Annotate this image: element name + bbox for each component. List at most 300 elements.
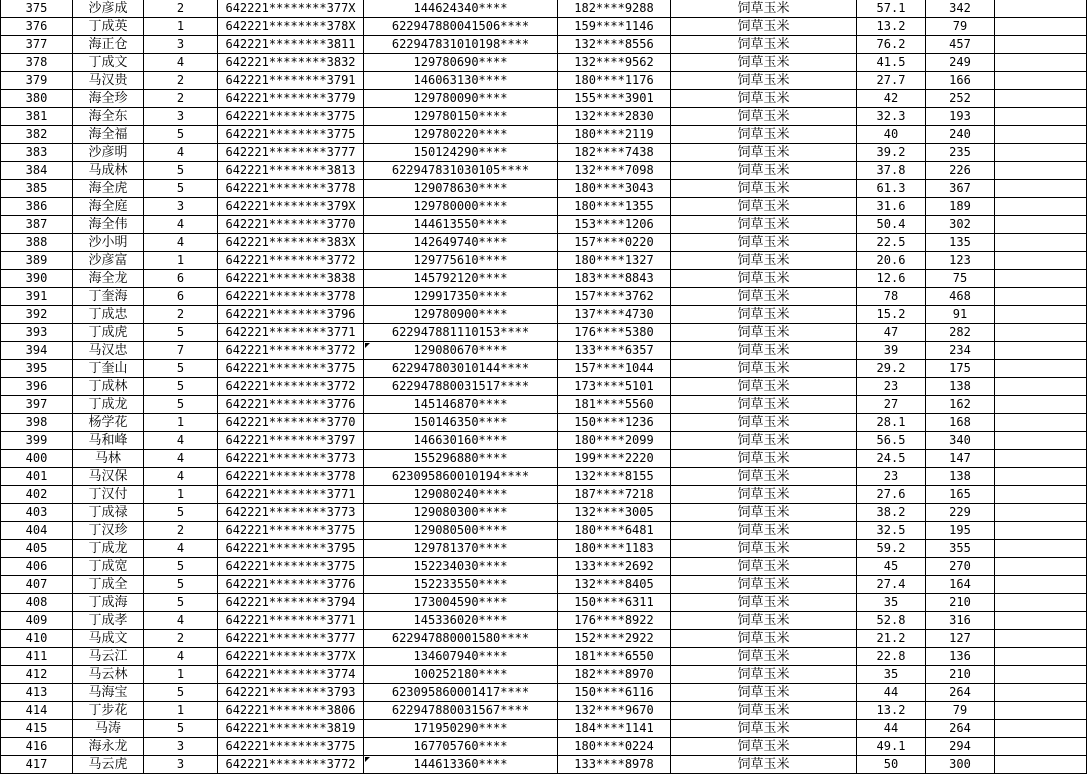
- amount-cell[interactable]: 210: [926, 666, 995, 684]
- household-size-cell[interactable]: 7: [144, 342, 218, 360]
- bank-account-cell[interactable]: [364, 756, 558, 774]
- id-number-cell[interactable]: 642221********3775: [218, 738, 364, 756]
- bank-account-cell[interactable]: 129080500****: [364, 522, 558, 540]
- id-number-cell[interactable]: 642221********3793: [218, 684, 364, 702]
- amount-cell[interactable]: 189: [926, 198, 995, 216]
- name-cell[interactable]: 海全庭: [73, 198, 144, 216]
- phone-cell[interactable]: 157****3762: [558, 288, 671, 306]
- row-number-cell[interactable]: 386: [1, 198, 73, 216]
- amount-cell[interactable]: 195: [926, 522, 995, 540]
- crop-cell[interactable]: 饲草玉米: [671, 522, 857, 540]
- bank-account-cell[interactable]: 146063130****: [364, 72, 558, 90]
- note-cell[interactable]: [995, 90, 1087, 108]
- id-number-cell[interactable]: 642221********3772: [218, 756, 364, 774]
- row-number-cell[interactable]: 375: [1, 0, 73, 18]
- phone-cell[interactable]: 132****2830: [558, 108, 671, 126]
- amount-cell[interactable]: 302: [926, 216, 995, 234]
- crop-cell[interactable]: 饲草玉米: [671, 180, 857, 198]
- bank-account-cell[interactable]: 622947880031567****: [364, 702, 558, 720]
- household-size-cell[interactable]: 1: [144, 414, 218, 432]
- row-number-cell[interactable]: 401: [1, 468, 73, 486]
- row-number-cell[interactable]: 400: [1, 450, 73, 468]
- household-size-cell[interactable]: 4: [144, 216, 218, 234]
- crop-cell[interactable]: 饲草玉米: [671, 432, 857, 450]
- area-cell[interactable]: 13.2: [857, 702, 926, 720]
- bank-account-cell[interactable]: 150124290****: [364, 144, 558, 162]
- note-cell[interactable]: [995, 288, 1087, 306]
- name-cell[interactable]: 丁奎山: [73, 360, 144, 378]
- id-number-cell[interactable]: 642221********378X: [218, 18, 364, 36]
- area-cell[interactable]: 41.5: [857, 54, 926, 72]
- amount-cell[interactable]: 235: [926, 144, 995, 162]
- crop-cell[interactable]: 饲草玉米: [671, 234, 857, 252]
- bank-account-cell[interactable]: 167705760****: [364, 738, 558, 756]
- phone-cell[interactable]: 150****6311: [558, 594, 671, 612]
- amount-cell[interactable]: 147: [926, 450, 995, 468]
- household-size-cell[interactable]: 5: [144, 360, 218, 378]
- household-size-cell[interactable]: 5: [144, 684, 218, 702]
- crop-cell[interactable]: 饲草玉米: [671, 18, 857, 36]
- area-cell[interactable]: 50.4: [857, 216, 926, 234]
- area-cell[interactable]: 31.6: [857, 198, 926, 216]
- id-number-cell[interactable]: 642221********3771: [218, 486, 364, 504]
- phone-cell[interactable]: 182****9288: [558, 0, 671, 18]
- row-number-cell[interactable]: 412: [1, 666, 73, 684]
- name-cell[interactable]: 马林: [73, 450, 144, 468]
- bank-account-cell[interactable]: 622947831030105****: [364, 162, 558, 180]
- id-number-cell[interactable]: 642221********3794: [218, 594, 364, 612]
- row-number-cell[interactable]: 383: [1, 144, 73, 162]
- area-cell[interactable]: 23: [857, 378, 926, 396]
- phone-cell[interactable]: 180****6481: [558, 522, 671, 540]
- id-number-cell[interactable]: 642221********3771: [218, 324, 364, 342]
- phone-cell[interactable]: 173****5101: [558, 378, 671, 396]
- crop-cell[interactable]: 饲草玉米: [671, 414, 857, 432]
- crop-cell[interactable]: 饲草玉米: [671, 198, 857, 216]
- amount-cell[interactable]: 264: [926, 684, 995, 702]
- area-cell[interactable]: 40: [857, 126, 926, 144]
- bank-account-cell[interactable]: 622947880041506****: [364, 18, 558, 36]
- phone-cell[interactable]: 159****1146: [558, 18, 671, 36]
- row-number-cell[interactable]: 410: [1, 630, 73, 648]
- name-cell[interactable]: 丁成忠: [73, 306, 144, 324]
- name-cell[interactable]: 马云林: [73, 666, 144, 684]
- amount-cell[interactable]: 340: [926, 432, 995, 450]
- area-cell[interactable]: 49.1: [857, 738, 926, 756]
- bank-account-cell[interactable]: 150146350****: [364, 414, 558, 432]
- phone-cell[interactable]: 132****9562: [558, 54, 671, 72]
- row-number-cell[interactable]: 409: [1, 612, 73, 630]
- note-cell[interactable]: [995, 396, 1087, 414]
- amount-cell[interactable]: 229: [926, 504, 995, 522]
- bank-account-cell[interactable]: 129917350****: [364, 288, 558, 306]
- household-size-cell[interactable]: 2: [144, 72, 218, 90]
- name-cell[interactable]: 海全东: [73, 108, 144, 126]
- name-cell[interactable]: 丁成林: [73, 378, 144, 396]
- note-cell[interactable]: [995, 342, 1087, 360]
- id-number-cell[interactable]: 642221********383X: [218, 234, 364, 252]
- amount-cell[interactable]: 355: [926, 540, 995, 558]
- crop-cell[interactable]: 饲草玉米: [671, 756, 857, 774]
- row-number-cell[interactable]: 416: [1, 738, 73, 756]
- note-cell[interactable]: [995, 432, 1087, 450]
- row-number-cell[interactable]: 407: [1, 576, 73, 594]
- phone-cell[interactable]: 137****4730: [558, 306, 671, 324]
- bank-account-cell[interactable]: 144624340****: [364, 0, 558, 18]
- phone-cell[interactable]: 132****7098: [558, 162, 671, 180]
- id-number-cell[interactable]: 642221********3806: [218, 702, 364, 720]
- id-number-cell[interactable]: 642221********3797: [218, 432, 364, 450]
- amount-cell[interactable]: 136: [926, 648, 995, 666]
- amount-cell[interactable]: 135: [926, 234, 995, 252]
- bank-account-cell[interactable]: 142649740****: [364, 234, 558, 252]
- phone-cell[interactable]: 176****5380: [558, 324, 671, 342]
- name-cell[interactable]: 马云江: [73, 648, 144, 666]
- id-number-cell[interactable]: 642221********3791: [218, 72, 364, 90]
- area-cell[interactable]: 35: [857, 594, 926, 612]
- area-cell[interactable]: 27: [857, 396, 926, 414]
- crop-cell[interactable]: 饲草玉米: [671, 702, 857, 720]
- crop-cell[interactable]: 饲草玉米: [671, 90, 857, 108]
- crop-cell[interactable]: 饲草玉米: [671, 342, 857, 360]
- area-cell[interactable]: 39: [857, 342, 926, 360]
- note-cell[interactable]: [995, 360, 1087, 378]
- bank-account-cell[interactable]: 171950290****: [364, 720, 558, 738]
- amount-cell[interactable]: 252: [926, 90, 995, 108]
- note-cell[interactable]: [995, 18, 1087, 36]
- name-cell[interactable]: 丁成英: [73, 18, 144, 36]
- note-cell[interactable]: [995, 666, 1087, 684]
- row-number-cell[interactable]: 406: [1, 558, 73, 576]
- note-cell[interactable]: [995, 756, 1087, 774]
- bank-account-cell[interactable]: 145792120****: [364, 270, 558, 288]
- amount-cell[interactable]: 249: [926, 54, 995, 72]
- amount-cell[interactable]: 138: [926, 468, 995, 486]
- area-cell[interactable]: 42: [857, 90, 926, 108]
- phone-cell[interactable]: 187****7218: [558, 486, 671, 504]
- row-number-cell[interactable]: 417: [1, 756, 73, 774]
- name-cell[interactable]: 海正仓: [73, 36, 144, 54]
- row-number-cell[interactable]: 397: [1, 396, 73, 414]
- crop-cell[interactable]: 饲草玉米: [671, 648, 857, 666]
- household-size-cell[interactable]: 2: [144, 306, 218, 324]
- phone-cell[interactable]: 183****8843: [558, 270, 671, 288]
- note-cell[interactable]: [995, 468, 1087, 486]
- phone-cell[interactable]: 153****1206: [558, 216, 671, 234]
- row-number-cell[interactable]: 395: [1, 360, 73, 378]
- crop-cell[interactable]: 饲草玉米: [671, 684, 857, 702]
- id-number-cell[interactable]: 642221********3775: [218, 558, 364, 576]
- id-number-cell[interactable]: 642221********3775: [218, 126, 364, 144]
- id-number-cell[interactable]: 642221********3774: [218, 666, 364, 684]
- note-cell[interactable]: [995, 270, 1087, 288]
- row-number-cell[interactable]: 408: [1, 594, 73, 612]
- name-cell[interactable]: 丁奎海: [73, 288, 144, 306]
- household-size-cell[interactable]: 1: [144, 666, 218, 684]
- note-cell[interactable]: [995, 54, 1087, 72]
- row-number-cell[interactable]: 402: [1, 486, 73, 504]
- amount-cell[interactable]: 175: [926, 360, 995, 378]
- phone-cell[interactable]: 152****2922: [558, 630, 671, 648]
- household-size-cell[interactable]: 2: [144, 90, 218, 108]
- phone-cell[interactable]: 180****1176: [558, 72, 671, 90]
- note-cell[interactable]: [995, 306, 1087, 324]
- bank-account-cell[interactable]: 623095860010194****: [364, 468, 558, 486]
- row-number-cell[interactable]: 405: [1, 540, 73, 558]
- household-size-cell[interactable]: 5: [144, 720, 218, 738]
- household-size-cell[interactable]: 4: [144, 648, 218, 666]
- area-cell[interactable]: 37.8: [857, 162, 926, 180]
- row-number-cell[interactable]: 391: [1, 288, 73, 306]
- area-cell[interactable]: 44: [857, 684, 926, 702]
- area-cell[interactable]: 12.6: [857, 270, 926, 288]
- row-number-cell[interactable]: 380: [1, 90, 73, 108]
- phone-cell[interactable]: 176****8922: [558, 612, 671, 630]
- phone-cell[interactable]: 180****2099: [558, 432, 671, 450]
- crop-cell[interactable]: 饲草玉米: [671, 738, 857, 756]
- note-cell[interactable]: [995, 504, 1087, 522]
- household-size-cell[interactable]: 5: [144, 576, 218, 594]
- area-cell[interactable]: 61.3: [857, 180, 926, 198]
- phone-cell[interactable]: 133****6357: [558, 342, 671, 360]
- household-size-cell[interactable]: 6: [144, 288, 218, 306]
- id-number-cell[interactable]: 642221********3838: [218, 270, 364, 288]
- note-cell[interactable]: [995, 648, 1087, 666]
- note-cell[interactable]: [995, 612, 1087, 630]
- amount-cell[interactable]: 300: [926, 756, 995, 774]
- note-cell[interactable]: [995, 108, 1087, 126]
- row-number-cell[interactable]: 379: [1, 72, 73, 90]
- crop-cell[interactable]: 饲草玉米: [671, 252, 857, 270]
- phone-cell[interactable]: 181****5560: [558, 396, 671, 414]
- amount-cell[interactable]: 166: [926, 72, 995, 90]
- household-size-cell[interactable]: 1: [144, 702, 218, 720]
- note-cell[interactable]: [995, 684, 1087, 702]
- amount-cell[interactable]: 123: [926, 252, 995, 270]
- household-size-cell[interactable]: 5: [144, 594, 218, 612]
- name-cell[interactable]: 马成林: [73, 162, 144, 180]
- area-cell[interactable]: 76.2: [857, 36, 926, 54]
- note-cell[interactable]: [995, 450, 1087, 468]
- household-size-cell[interactable]: 5: [144, 504, 218, 522]
- bank-account-cell[interactable]: 145146870****: [364, 396, 558, 414]
- name-cell[interactable]: 马涛: [73, 720, 144, 738]
- amount-cell[interactable]: 162: [926, 396, 995, 414]
- crop-cell[interactable]: 饲草玉米: [671, 108, 857, 126]
- area-cell[interactable]: 45: [857, 558, 926, 576]
- bank-account-cell[interactable]: 129780690****: [364, 54, 558, 72]
- row-number-cell[interactable]: 377: [1, 36, 73, 54]
- amount-cell[interactable]: 164: [926, 576, 995, 594]
- bank-account-cell[interactable]: 129078630****: [364, 180, 558, 198]
- crop-cell[interactable]: 饲草玉米: [671, 558, 857, 576]
- household-size-cell[interactable]: 5: [144, 180, 218, 198]
- row-number-cell[interactable]: 388: [1, 234, 73, 252]
- amount-cell[interactable]: 240: [926, 126, 995, 144]
- crop-cell[interactable]: 饲草玉米: [671, 378, 857, 396]
- bank-account-cell[interactable]: [364, 342, 558, 360]
- phone-cell[interactable]: 133****8978: [558, 756, 671, 774]
- amount-cell[interactable]: 91: [926, 306, 995, 324]
- id-number-cell[interactable]: 642221********377X: [218, 648, 364, 666]
- name-cell[interactable]: 海全福: [73, 126, 144, 144]
- bank-account-cell[interactable]: 622947880001580****: [364, 630, 558, 648]
- crop-cell[interactable]: 饲草玉米: [671, 486, 857, 504]
- id-number-cell[interactable]: 642221********3770: [218, 216, 364, 234]
- name-cell[interactable]: 丁成虎: [73, 324, 144, 342]
- id-number-cell[interactable]: 642221********3832: [218, 54, 364, 72]
- name-cell[interactable]: 沙彦明: [73, 144, 144, 162]
- bank-account-cell[interactable]: 622947803010144****: [364, 360, 558, 378]
- amount-cell[interactable]: 138: [926, 378, 995, 396]
- crop-cell[interactable]: 饲草玉米: [671, 612, 857, 630]
- crop-cell[interactable]: 饲草玉米: [671, 306, 857, 324]
- name-cell[interactable]: 海全伟: [73, 216, 144, 234]
- phone-cell[interactable]: 180****0224: [558, 738, 671, 756]
- note-cell[interactable]: [995, 126, 1087, 144]
- id-number-cell[interactable]: 642221********3771: [218, 612, 364, 630]
- phone-cell[interactable]: 199****2220: [558, 450, 671, 468]
- crop-cell[interactable]: 饲草玉米: [671, 36, 857, 54]
- note-cell[interactable]: [995, 414, 1087, 432]
- household-size-cell[interactable]: 1: [144, 252, 218, 270]
- household-size-cell[interactable]: 4: [144, 54, 218, 72]
- note-cell[interactable]: [995, 198, 1087, 216]
- row-number-cell[interactable]: 381: [1, 108, 73, 126]
- row-number-cell[interactable]: 389: [1, 252, 73, 270]
- phone-cell[interactable]: 132****8155: [558, 468, 671, 486]
- area-cell[interactable]: 32.3: [857, 108, 926, 126]
- id-number-cell[interactable]: 642221********3772: [218, 252, 364, 270]
- household-size-cell[interactable]: 1: [144, 486, 218, 504]
- area-cell[interactable]: 56.5: [857, 432, 926, 450]
- name-cell[interactable]: 马汉忠: [73, 342, 144, 360]
- phone-cell[interactable]: 155****3901: [558, 90, 671, 108]
- name-cell[interactable]: 丁汉付: [73, 486, 144, 504]
- name-cell[interactable]: 马汉保: [73, 468, 144, 486]
- id-number-cell[interactable]: 642221********3777: [218, 630, 364, 648]
- crop-cell[interactable]: 饲草玉米: [671, 630, 857, 648]
- phone-cell[interactable]: 132****8556: [558, 36, 671, 54]
- household-size-cell[interactable]: 4: [144, 450, 218, 468]
- bank-account-cell[interactable]: 129080240****: [364, 486, 558, 504]
- name-cell[interactable]: 杨学花: [73, 414, 144, 432]
- household-size-cell[interactable]: 4: [144, 144, 218, 162]
- bank-account-cell[interactable]: 152234030****: [364, 558, 558, 576]
- area-cell[interactable]: 27.7: [857, 72, 926, 90]
- amount-cell[interactable]: 234: [926, 342, 995, 360]
- id-number-cell[interactable]: 642221********3819: [218, 720, 364, 738]
- name-cell[interactable]: 马汉贵: [73, 72, 144, 90]
- amount-cell[interactable]: 294: [926, 738, 995, 756]
- bank-account-cell[interactable]: 100252180****: [364, 666, 558, 684]
- amount-cell[interactable]: 342: [926, 0, 995, 18]
- row-number-cell[interactable]: 392: [1, 306, 73, 324]
- bank-account-cell[interactable]: 129780090****: [364, 90, 558, 108]
- crop-cell[interactable]: 饲草玉米: [671, 216, 857, 234]
- note-cell[interactable]: [995, 378, 1087, 396]
- phone-cell[interactable]: 182****7438: [558, 144, 671, 162]
- area-cell[interactable]: 50: [857, 756, 926, 774]
- name-cell[interactable]: 海永龙: [73, 738, 144, 756]
- area-cell[interactable]: 38.2: [857, 504, 926, 522]
- amount-cell[interactable]: 270: [926, 558, 995, 576]
- phone-cell[interactable]: 150****1236: [558, 414, 671, 432]
- area-cell[interactable]: 39.2: [857, 144, 926, 162]
- name-cell[interactable]: 丁汉珍: [73, 522, 144, 540]
- row-number-cell[interactable]: 385: [1, 180, 73, 198]
- household-size-cell[interactable]: 3: [144, 108, 218, 126]
- phone-cell[interactable]: 133****2692: [558, 558, 671, 576]
- area-cell[interactable]: 22.5: [857, 234, 926, 252]
- row-number-cell[interactable]: 399: [1, 432, 73, 450]
- household-size-cell[interactable]: 3: [144, 756, 218, 774]
- note-cell[interactable]: [995, 72, 1087, 90]
- row-number-cell[interactable]: 387: [1, 216, 73, 234]
- name-cell[interactable]: 丁成宽: [73, 558, 144, 576]
- area-cell[interactable]: 27.4: [857, 576, 926, 594]
- row-number-cell[interactable]: 393: [1, 324, 73, 342]
- crop-cell[interactable]: 饲草玉米: [671, 720, 857, 738]
- household-size-cell[interactable]: 5: [144, 558, 218, 576]
- row-number-cell[interactable]: 414: [1, 702, 73, 720]
- area-cell[interactable]: 28.1: [857, 414, 926, 432]
- row-number-cell[interactable]: 398: [1, 414, 73, 432]
- phone-cell[interactable]: 181****6550: [558, 648, 671, 666]
- name-cell[interactable]: 沙彦成: [73, 0, 144, 18]
- area-cell[interactable]: 35: [857, 666, 926, 684]
- note-cell[interactable]: [995, 252, 1087, 270]
- amount-cell[interactable]: 168: [926, 414, 995, 432]
- area-cell[interactable]: 15.2: [857, 306, 926, 324]
- note-cell[interactable]: [995, 180, 1087, 198]
- note-cell[interactable]: [995, 522, 1087, 540]
- household-size-cell[interactable]: 6: [144, 270, 218, 288]
- note-cell[interactable]: [995, 324, 1087, 342]
- id-number-cell[interactable]: 642221********3813: [218, 162, 364, 180]
- id-number-cell[interactable]: 642221********377X: [218, 0, 364, 18]
- crop-cell[interactable]: 饲草玉米: [671, 324, 857, 342]
- id-number-cell[interactable]: 642221********3778: [218, 468, 364, 486]
- id-number-cell[interactable]: 642221********3773: [218, 504, 364, 522]
- row-number-cell[interactable]: 396: [1, 378, 73, 396]
- id-number-cell[interactable]: 642221********3779: [218, 90, 364, 108]
- bank-account-cell[interactable]: 129780220****: [364, 126, 558, 144]
- name-cell[interactable]: 马和峰: [73, 432, 144, 450]
- name-cell[interactable]: 丁成龙: [73, 396, 144, 414]
- crop-cell[interactable]: 饲草玉米: [671, 288, 857, 306]
- note-cell[interactable]: [995, 558, 1087, 576]
- crop-cell[interactable]: 饲草玉米: [671, 666, 857, 684]
- name-cell[interactable]: 丁成全: [73, 576, 144, 594]
- id-number-cell[interactable]: 642221********3772: [218, 378, 364, 396]
- name-cell[interactable]: 丁成孝: [73, 612, 144, 630]
- household-size-cell[interactable]: 5: [144, 396, 218, 414]
- amount-cell[interactable]: 264: [926, 720, 995, 738]
- bank-account-cell[interactable]: 129780900****: [364, 306, 558, 324]
- amount-cell[interactable]: 75: [926, 270, 995, 288]
- phone-cell[interactable]: 180****1355: [558, 198, 671, 216]
- phone-cell[interactable]: 157****0220: [558, 234, 671, 252]
- area-cell[interactable]: 24.5: [857, 450, 926, 468]
- id-number-cell[interactable]: 642221********3777: [218, 144, 364, 162]
- area-cell[interactable]: 29.2: [857, 360, 926, 378]
- household-size-cell[interactable]: 4: [144, 432, 218, 450]
- bank-account-cell[interactable]: 129780150****: [364, 108, 558, 126]
- note-cell[interactable]: [995, 738, 1087, 756]
- area-cell[interactable]: 32.5: [857, 522, 926, 540]
- area-cell[interactable]: 21.2: [857, 630, 926, 648]
